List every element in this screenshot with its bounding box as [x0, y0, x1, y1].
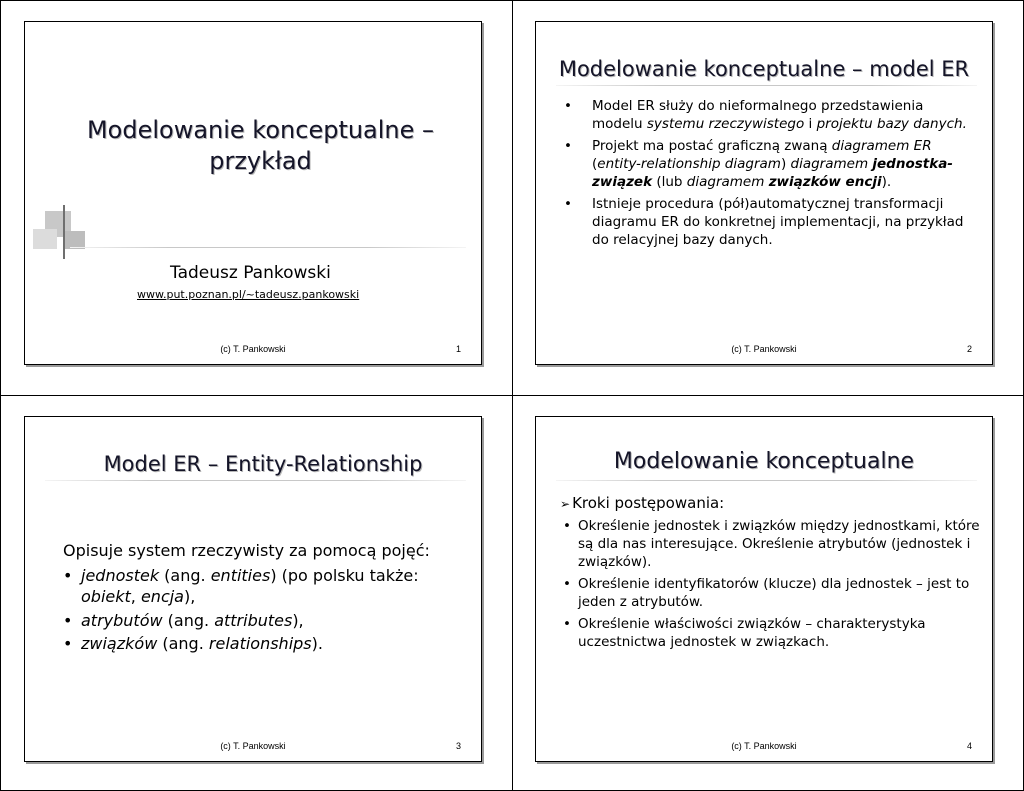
bullet-icon: •: [63, 610, 73, 630]
slide-title: Modelowanie konceptualne: [613, 449, 915, 474]
text: ,: [130, 587, 141, 607]
text: Istnieje procedura (pół)automatycznej transformacji diagramu ER do konkretnej implementacji, na przykład do relacyjnej bazy danych.: [592, 195, 964, 248]
text: (ang.: [162, 610, 215, 630]
list-item: [63, 610, 471, 631]
text: i: [804, 115, 817, 132]
text: Projekt ma postać graficzną zwaną: [592, 137, 832, 154]
emphasis: obiekt: [81, 587, 131, 607]
text: ),: [183, 587, 196, 607]
list-item: [563, 615, 980, 652]
list-item: [564, 195, 974, 250]
slide-1: [24, 21, 482, 365]
emphasis: projektu bazy danych.: [816, 115, 967, 132]
emphasis: diagramem: [790, 155, 873, 172]
slide-2: [535, 21, 993, 365]
text: (lub: [652, 173, 687, 190]
text: Kroki postępowania:: [572, 494, 725, 512]
decorative-squares-icon: [33, 205, 91, 259]
list-item: [563, 575, 980, 612]
title-rule: [45, 480, 466, 481]
bullet-icon: •: [63, 633, 73, 653]
intro-text: Opisuje system rzeczywisty za pomocą pojęć:: [63, 541, 430, 560]
page-number: 1: [455, 344, 461, 354]
bullet-list: [564, 98, 974, 250]
lead-text: [560, 494, 724, 512]
emphasis: diagramem: [686, 173, 769, 190]
bullet-icon: •: [564, 137, 572, 154]
author-url: www.put.poznan.pl/~tadeusz.pankowski: [137, 288, 360, 301]
page-number: 4: [966, 741, 972, 751]
bullet-icon: •: [63, 566, 73, 585]
text: Określenie właściwości związków – charakterystyka uczestnictwa jednostek w związkach.: [578, 615, 926, 650]
text: ),: [292, 610, 304, 630]
title-rule: [556, 85, 977, 86]
list-item: [63, 565, 471, 608]
text: ).: [881, 173, 892, 190]
text: (ang.: [159, 566, 211, 585]
bullet-icon: •: [563, 615, 571, 632]
page-number: 2: [966, 344, 972, 354]
text: Określenie jednostek i związków między jednostkami, które są dla nas interesujące. Określenie atrybutów (jednostek i związków).: [578, 518, 980, 570]
bullet-icon: •: [563, 575, 571, 592]
slide-title: Model ER – Entity-Relationship: [103, 452, 423, 476]
bullet-icon: •: [564, 195, 572, 212]
text: Określenie identyfikatorów (klucze) dla jednostek – jest to jeden z atrybutów.: [578, 575, 970, 610]
emphasis: attributes: [214, 610, 293, 630]
emphasis: systemu rzeczywistego: [646, 115, 805, 132]
list-item: [564, 98, 974, 134]
text: ): [780, 155, 791, 172]
text: Model ER służy do nieformalnego przedstawienia modelu: [592, 98, 924, 132]
emphasis: diagramem ER: [831, 137, 932, 154]
slide-4: [535, 416, 993, 762]
emphasis: związków: [81, 633, 158, 653]
emphasis: entities: [210, 566, 271, 585]
list-item: [564, 137, 974, 192]
footer-copyright: (c) T. Pankowski: [220, 344, 286, 354]
footer-copyright: (c) T. Pankowski: [220, 741, 286, 751]
bullet-icon: •: [564, 98, 572, 114]
slide-3: [24, 416, 482, 762]
list-item: [63, 633, 471, 654]
bullet-list: [63, 565, 471, 654]
footer-copyright: (c) T. Pankowski: [731, 344, 797, 354]
slide-title: Modelowanie konceptualne – przykład: [86, 116, 435, 176]
title-rule: [556, 480, 977, 481]
slide-title: Modelowanie konceptualne – model ER: [558, 57, 970, 81]
text: (: [592, 155, 598, 172]
arrow-bullet-icon: ➢: [560, 497, 571, 511]
author-name: Tadeusz Pankowski: [170, 263, 331, 283]
emphasis: entity-relationship diagram: [597, 155, 781, 172]
text: (ang.: [157, 633, 209, 653]
emphasis: jednostek: [81, 566, 160, 585]
title-rule: [70, 247, 466, 248]
emphasis: relationships: [208, 633, 312, 653]
bullet-icon: •: [563, 518, 571, 534]
emphasis: encja: [140, 587, 184, 607]
bullet-list: [563, 518, 980, 652]
text: ) (po polsku także:: [270, 566, 419, 585]
emphasis: atrybutów: [81, 610, 163, 630]
page-number: 3: [455, 741, 461, 751]
text: ).: [311, 633, 323, 653]
strong-emphasis: związków encji: [768, 173, 882, 190]
footer-copyright: (c) T. Pankowski: [731, 741, 797, 751]
strong-emphasis: jednostka-związek: [592, 155, 953, 190]
list-item: [563, 518, 980, 572]
